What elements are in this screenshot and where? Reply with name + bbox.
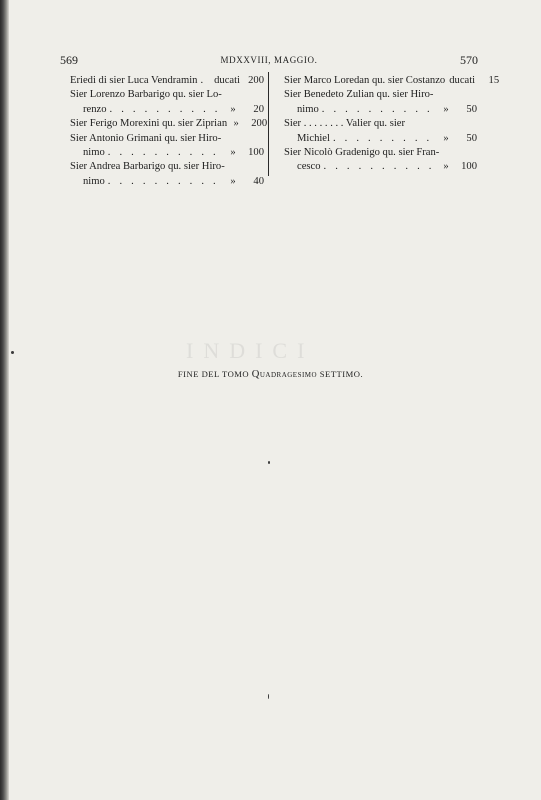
page-number-left: 569 — [60, 53, 78, 67]
entry-line — [284, 88, 477, 102]
amount-value: 50 — [466, 132, 477, 144]
dot-leader — [319, 103, 437, 117]
amount-value: 15 — [488, 75, 500, 86]
entry-line — [284, 74, 500, 88]
ledger-entry — [284, 88, 477, 117]
entry-text: renzo — [83, 103, 107, 115]
ink-speck — [11, 351, 14, 354]
entry-text: Sier . . . . . . . . Valier qu. sier — [284, 118, 406, 130]
ditto-mark: » — [233, 118, 239, 130]
entry-line — [284, 146, 477, 160]
entry-line — [284, 103, 477, 117]
amount-value: 100 — [248, 146, 264, 158]
currency-label: ducati — [449, 75, 476, 86]
currency-label: ducati — [214, 75, 240, 86]
amount-value: 40 — [253, 175, 264, 187]
amount-value: 20 — [253, 103, 264, 115]
amount-value: 50 — [466, 103, 477, 115]
entry-line — [284, 132, 477, 146]
entry-line — [284, 117, 477, 131]
entry-line — [70, 175, 264, 189]
colophon-part-3: SETTIMO. — [317, 369, 364, 379]
entry-text: Sier Andrea Barbarigo qu. sier Hiro- — [70, 161, 225, 173]
ledger-entry — [70, 88, 264, 117]
right-column-entries — [284, 74, 500, 175]
dot-leader — [321, 160, 437, 174]
ledger-entry — [70, 132, 264, 161]
ditto-mark: » — [230, 146, 236, 158]
amount-value: 100 — [461, 161, 477, 173]
entry-line — [70, 103, 264, 117]
page-number-right: 570 — [460, 53, 478, 67]
book-gutter-shadow — [0, 0, 9, 800]
dot-leader — [330, 132, 437, 146]
ditto-mark: » — [443, 161, 449, 173]
entry-text: Sier Antonio Grimani qu. sier Hiro- — [70, 132, 222, 144]
dot-leader — [105, 175, 224, 189]
entry-line — [284, 160, 477, 174]
entry-line — [70, 117, 268, 131]
ink-speck — [268, 461, 270, 464]
colophon-part-2: Quadragesimo — [251, 369, 318, 380]
ditto-mark: » — [230, 175, 236, 187]
ledger-entry — [284, 117, 477, 146]
entry-text: nimo — [83, 175, 105, 187]
entry-text: nimo — [297, 103, 319, 115]
ditto-mark: » — [230, 103, 236, 115]
entry-line — [70, 160, 264, 174]
running-head: MDXXVIII, MAGGIO. — [220, 55, 318, 65]
ink-speck — [268, 694, 269, 699]
colophon — [0, 369, 541, 380]
column-divider — [268, 72, 269, 176]
ledger-entry — [70, 117, 268, 131]
left-column-entries — [70, 74, 268, 189]
entry-text: Eriedi di sier Luca Vendramin — [70, 75, 198, 86]
amount-value: 200 — [251, 118, 268, 130]
entry-text: cesco — [297, 161, 321, 173]
page-header — [60, 53, 478, 69]
entry-text: Michiel — [297, 132, 330, 144]
entry-text: Sier Nicolò Gradenigo qu. sier Fran- — [284, 146, 440, 158]
ditto-mark: » — [443, 103, 449, 115]
entry-line — [70, 132, 264, 146]
entry-text: nimo — [83, 146, 105, 158]
dot-leader — [197, 74, 210, 88]
bleed-through-text: INDICI — [186, 338, 315, 363]
ledger-entry — [70, 74, 264, 88]
dot-leader — [107, 103, 224, 117]
ledger-entry — [284, 146, 477, 175]
entry-line — [70, 88, 264, 102]
dot-leader — [105, 146, 224, 160]
entry-text: Sier Ferigo Morexini qu. sier Ziprian — [70, 118, 228, 130]
ledger-entry — [284, 74, 500, 88]
entry-line — [70, 74, 264, 88]
colophon-part-1: FINE DEL TOMO — [177, 369, 252, 379]
amount-value: 200 — [248, 75, 264, 86]
entry-text: Sier Marco Loredan qu. sier Costanzo — [284, 75, 446, 86]
ditto-mark: » — [443, 132, 449, 144]
entry-text: Sier Benedeto Zulian qu. sier Hiro- — [284, 89, 434, 101]
entry-line — [70, 146, 264, 160]
entry-text: Sier Lorenzo Barbarigo qu. sier Lo- — [70, 89, 222, 101]
ledger-entry — [70, 160, 264, 189]
